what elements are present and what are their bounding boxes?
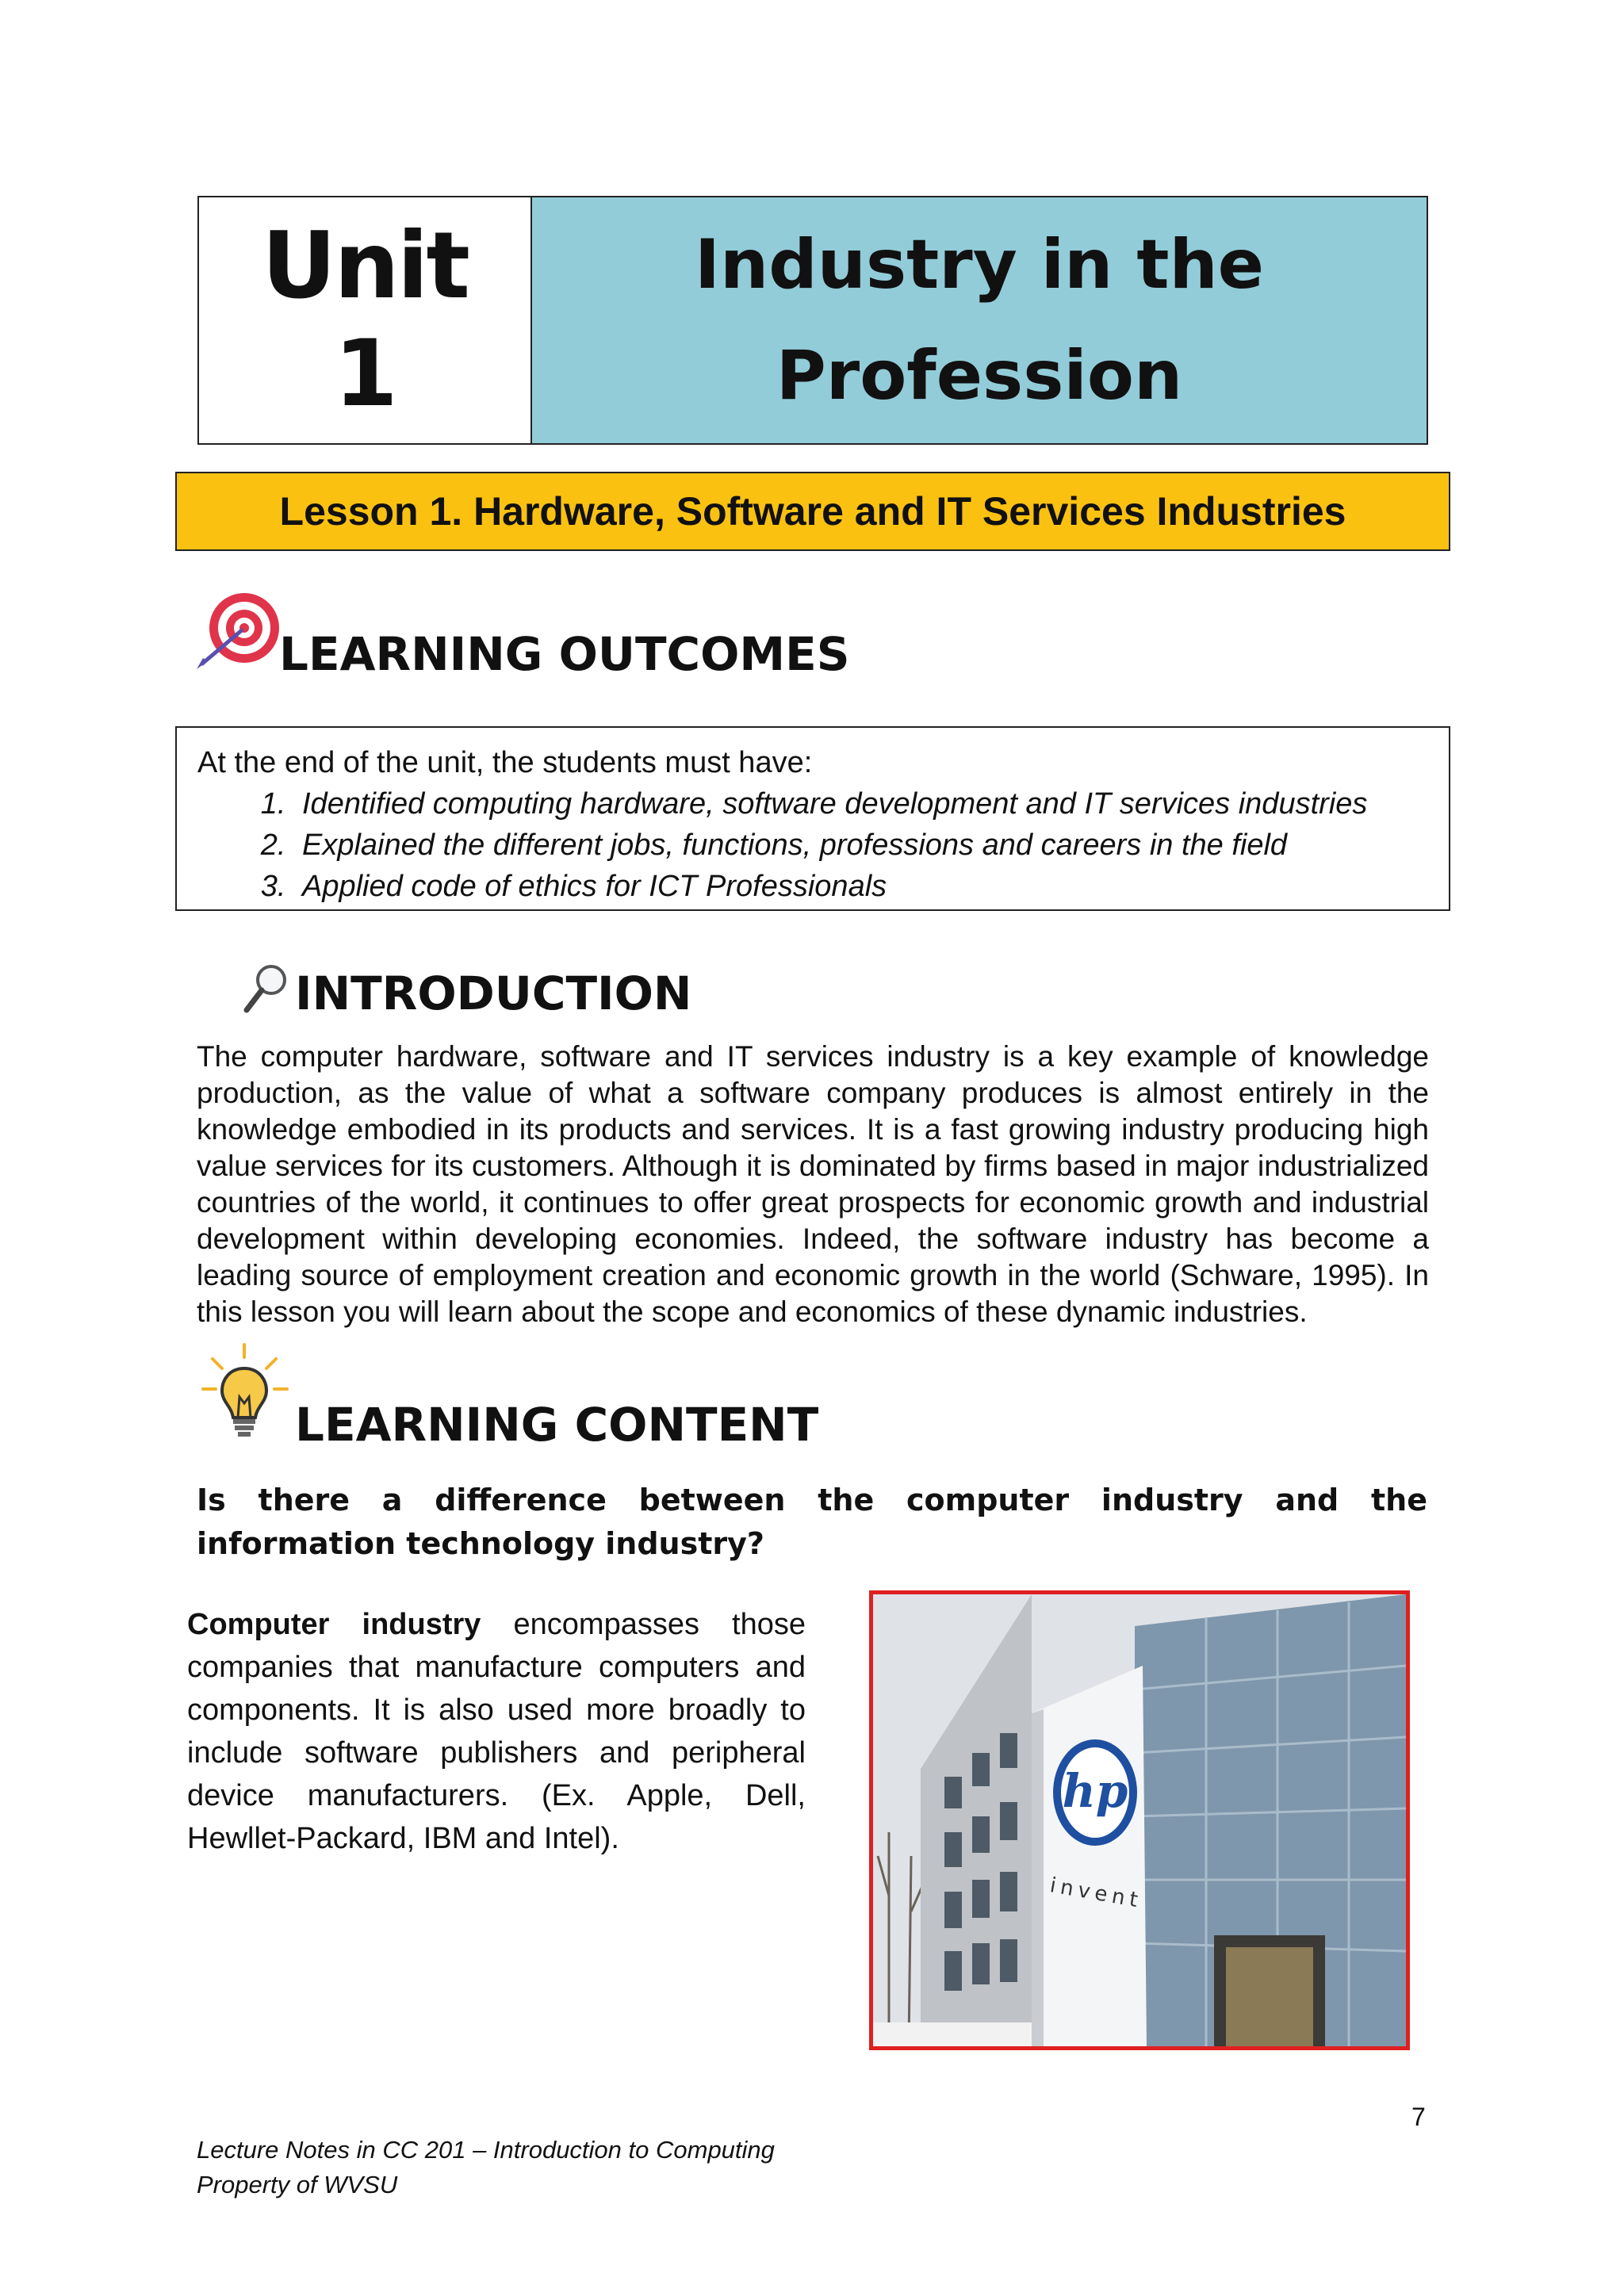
- computer-industry-paragraph: [187, 1603, 806, 1860]
- hp-building-photo: [869, 1590, 1410, 2050]
- unit-word: Unit: [262, 212, 468, 320]
- introduction-paragraph: The computer hardware, software and IT services industry is a key example of knowledge production, as the value of what a software company produces is almost entirely in the knowledge embodied in its products and services. It is a fast growing industry producing high value services for its customers. Although it is dominated by firms based in major industrialized countries of the world, it continues to offer great prospects for economic growth and industrial development within developing economies. Indeed, the software industry has become a leading source of employment creation and economic growth in the world (Schware, 1995). In this lesson you will learn about the scope and economics of these dynamic industries.: [197, 1040, 1429, 1328]
- outcome-item: 1. Identified computing hardware, software development and IT services industries: [294, 783, 1428, 825]
- unit-header: [197, 196, 1428, 445]
- footer: [197, 2133, 775, 2202]
- lesson-title: Lesson 1. Hardware, Software and IT Services Industries: [175, 472, 1450, 551]
- outcomes-list: [197, 783, 1428, 907]
- target-icon: [193, 588, 285, 677]
- unit-number: 1: [334, 320, 396, 427]
- footer-property: Property of WVSU: [197, 2171, 398, 2198]
- footer-course: Lecture Notes in CC 201 – Introduction to Computing: [197, 2136, 775, 2164]
- unit-label: [199, 197, 532, 443]
- content-question: Is there a difference between the computer industry and the information technology industry?: [197, 1483, 1427, 1561]
- lightbulb-icon: [198, 1341, 292, 1440]
- outcomes-intro: At the end of the unit, the students must have:: [197, 746, 813, 779]
- outcome-item: 3. Applied code of ethics for ICT Professionals: [294, 866, 1428, 907]
- computer-industry-definition: encompasses those companies that manufacture computers and components. It is also used more broadly to include software publishers and peripheral device manufacturers. (Ex. Apple, Dell, Hewllet-Packard, IBM and Intel).: [187, 1608, 806, 1855]
- hp-logo-text: hp: [1062, 1764, 1128, 1818]
- computer-industry-term: Computer industry: [187, 1608, 481, 1641]
- hp-sign-text: invent: [1048, 1873, 1144, 1914]
- learning-outcomes-heading: LEARNING OUTCOMES: [279, 627, 850, 681]
- magnifier-icon: [243, 962, 289, 1015]
- learning-content-heading: LEARNING CONTENT: [295, 1398, 819, 1452]
- introduction-heading: INTRODUCTION: [295, 966, 692, 1020]
- unit-title: [532, 197, 1427, 443]
- unit-title-line2: Profession: [776, 336, 1183, 415]
- page-number: 7: [1411, 2103, 1426, 2131]
- unit-title-line1: Industry in the: [694, 225, 1265, 304]
- learning-outcomes-box: [175, 726, 1450, 911]
- outcome-item: 2. Explained the different jobs, functions, professions and careers in the field: [294, 825, 1428, 866]
